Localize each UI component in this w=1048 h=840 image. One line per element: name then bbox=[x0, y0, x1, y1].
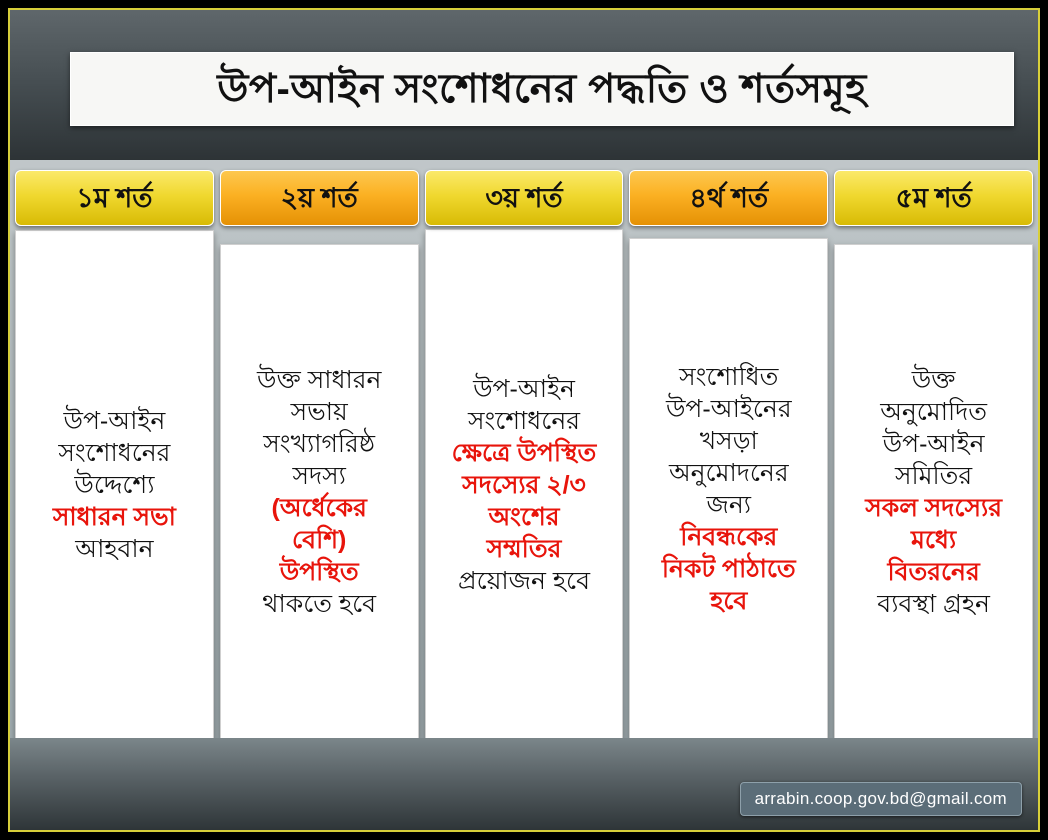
condition-line-highlight: (অর্ধেকের bbox=[271, 494, 367, 522]
condition-line-mixed: ক্ষেত্রে উপস্থিত bbox=[451, 438, 597, 467]
condition-line-highlight: সকল সদস্যের bbox=[865, 494, 1002, 522]
condition-card-3 bbox=[425, 229, 624, 740]
condition-line: সভায় bbox=[290, 398, 348, 426]
condition-line-highlight: নিবন্ধকের bbox=[680, 523, 778, 551]
condition-line-highlight: সম্মতির bbox=[486, 534, 562, 563]
condition-line: অনুমোদনের bbox=[668, 459, 789, 487]
condition-tab-label-3: ৩য় শর্ত bbox=[485, 182, 563, 213]
contact-email[interactable]: arrabin.coop.gov.bd@gmail.com bbox=[740, 782, 1022, 816]
condition-text-5 bbox=[865, 364, 1002, 620]
condition-tab-label-5: ৫ম শর্ত bbox=[895, 182, 972, 213]
condition-card-4 bbox=[629, 238, 828, 740]
condition-line: সমিতির bbox=[894, 462, 973, 490]
condition-tab-1[interactable] bbox=[15, 170, 214, 226]
condition-tab-label-1: ১ম শর্ত bbox=[76, 182, 153, 213]
condition-text-2 bbox=[257, 364, 381, 620]
condition-line: খসড়া bbox=[699, 427, 758, 455]
page-title: উপ-আইন সংশোধনের পদ্ধতি ও শর্তসমূহ bbox=[217, 67, 867, 111]
condition-text-4 bbox=[662, 361, 796, 617]
condition-card-2 bbox=[220, 244, 419, 740]
condition-line: উপ-আইনের bbox=[665, 395, 792, 423]
condition-column-3 bbox=[425, 170, 624, 740]
condition-line: প্রয়োজন হবে bbox=[457, 566, 590, 595]
condition-line-highlight: উপস্থিত bbox=[279, 558, 359, 586]
title-band bbox=[10, 10, 1038, 160]
condition-tab-2[interactable] bbox=[220, 170, 419, 226]
condition-line: উপ-আইন bbox=[882, 430, 985, 458]
condition-line-highlight: মধ্যে bbox=[910, 526, 957, 554]
condition-line: সংশোধনের bbox=[467, 406, 581, 435]
condition-line: থাকতে হবে bbox=[262, 590, 377, 618]
condition-line-highlight: সদস্যের ২/৩ bbox=[462, 470, 586, 499]
condition-tab-4[interactable] bbox=[629, 170, 828, 226]
condition-line: উক্ত সাধারন bbox=[256, 366, 382, 394]
condition-column-5 bbox=[834, 170, 1033, 740]
condition-line: অনুমোদিত bbox=[880, 398, 987, 426]
condition-tab-label-2: ২য় শর্ত bbox=[280, 182, 358, 213]
condition-text-3 bbox=[452, 373, 597, 597]
condition-card-5 bbox=[834, 244, 1033, 740]
conditions-columns bbox=[10, 170, 1038, 740]
condition-line: উপ-আইন bbox=[63, 407, 166, 435]
condition-line-highlight: অংশের bbox=[488, 502, 560, 531]
condition-card-1 bbox=[15, 230, 214, 740]
condition-line-highlight: বেশি) bbox=[292, 526, 347, 554]
condition-line: সংশোধনের bbox=[58, 439, 171, 467]
condition-line: আহবান bbox=[75, 535, 154, 563]
condition-line: সংশোধিত bbox=[679, 363, 779, 391]
condition-line: উক্ত bbox=[911, 366, 956, 394]
condition-line: জন্য bbox=[706, 491, 752, 519]
condition-column-2 bbox=[220, 170, 419, 740]
condition-line-highlight: সাধারন সভা bbox=[52, 503, 176, 531]
condition-line: ব্যবস্থা গ্রহন bbox=[877, 590, 990, 618]
title-box bbox=[70, 52, 1014, 126]
condition-text-1 bbox=[53, 405, 176, 565]
condition-tab-3[interactable] bbox=[425, 170, 624, 226]
condition-line: উদ্দেশ্যে bbox=[74, 471, 155, 499]
slide-frame bbox=[8, 8, 1040, 832]
condition-line: সংখ্যাগরিষ্ঠ bbox=[263, 430, 376, 458]
condition-tab-5[interactable] bbox=[834, 170, 1033, 226]
condition-line: উপ-আইন bbox=[473, 374, 575, 403]
condition-column-1 bbox=[15, 170, 214, 740]
condition-line-highlight: বিতরনের bbox=[887, 558, 980, 586]
footer-band bbox=[10, 738, 1038, 830]
condition-line-highlight: হবে bbox=[710, 587, 748, 615]
condition-line: সদস্য bbox=[292, 462, 346, 490]
condition-column-4 bbox=[629, 170, 828, 740]
condition-line-highlight: নিকট পাঠাতে bbox=[661, 555, 796, 583]
condition-tab-label-4: ৪র্থ শর্ত bbox=[689, 182, 769, 213]
